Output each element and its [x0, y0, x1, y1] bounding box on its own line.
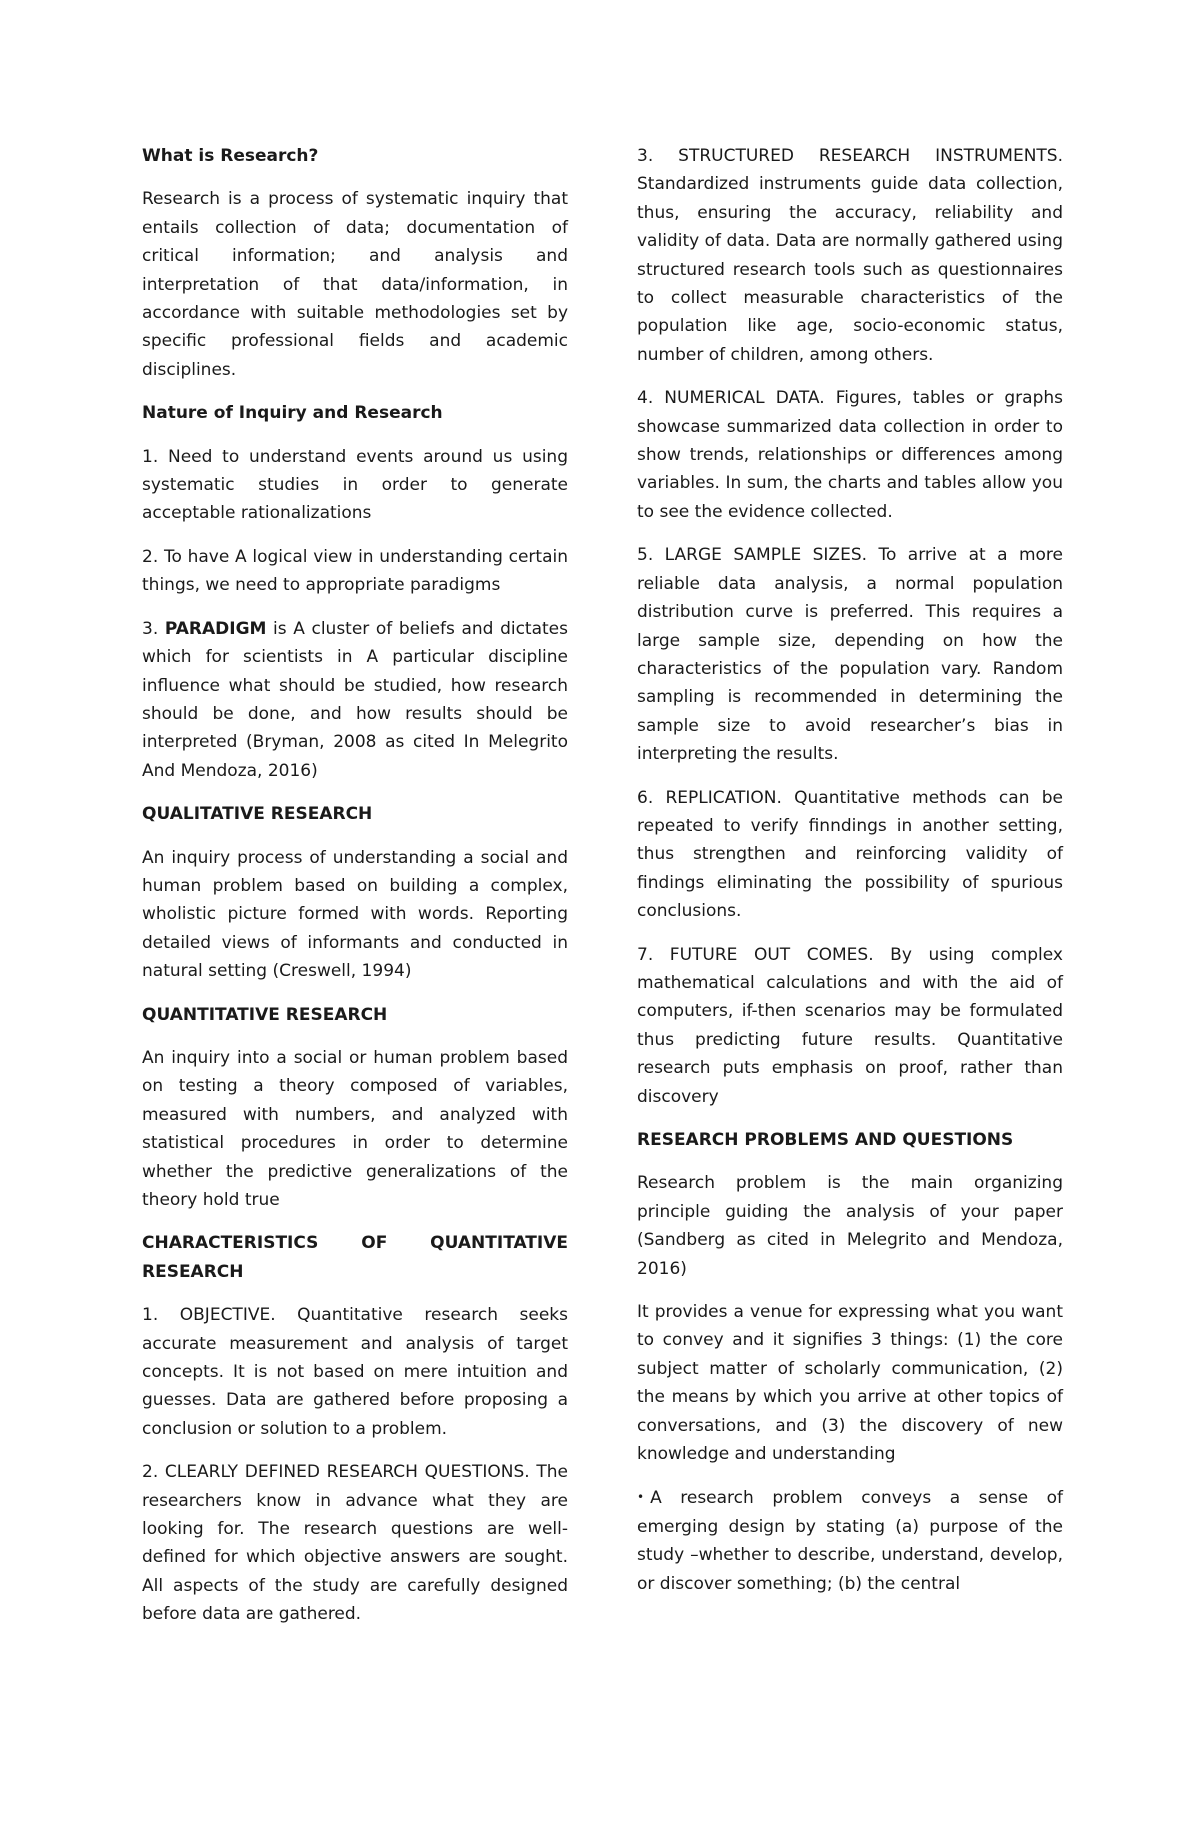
list-item [637, 1483, 1063, 1598]
heading-qualitative-research: QUALITATIVE RESEARCH [142, 804, 373, 825]
paragraph-characteristic-3: 3. STRUCTURED RESEARCH INSTRUMENTS. Standardized instruments guide data collection, thus, ensuring the accuracy, reliability and validity of data. Data are normally gathered using structured research tools such as questionnaires to collect measurable characteristics of the population like age, socio-economic status, number of children, among others. [637, 146, 1063, 365]
paragraph-research-definition: Research is a process of systematic inquiry that entails collection of data; documentation of critical information; and analysis and interpretation of that data/information, in accordance with suitable methodologies set by specific professional fields and academic disciplines. [142, 189, 568, 380]
paragraph-quantitative-definition: An inquiry into a social or human problem based on testing a theory composed of variables, measured with numbers, and analyzed with statistical procedures in order to determine whether the predictive generalizations of the theory hold true [142, 1047, 568, 1210]
nature-3-number: 3. [142, 618, 165, 639]
paradigm-term: PARADIGM [164, 618, 267, 639]
paragraph-characteristic-6: 6. REPLICATION. Quantitative methods can be repeated to verify finndings in another setting, thus strengthen and reinforcing validity of findings eliminating the possibility of spurious conclusions. [637, 787, 1063, 922]
paragraph-characteristic-5: 5. LARGE SAMPLE SIZES. To arrive at a more reliable data analysis, a normal population distribution curve is preferred. This requires a large sample size, depending on how the characteristics of the population vary. Random sampling is recommended in determining the sample size to avoid researcher’s bias in interpreting the results. [637, 545, 1063, 765]
paragraph-research-problem: Research problem is the main organizing principle guiding the analysis of your paper (Sandberg as cited in Melegrito and Mendoza, 2016) [637, 1173, 1063, 1279]
left-column [142, 142, 568, 1629]
heading-characteristics: CHARACTERISTICS OF QUANTITATIVE RESEARCH [142, 1233, 568, 1282]
heading-nature-of-inquiry: Nature of Inquiry and Research [142, 403, 443, 424]
heading-quantitative-research: QUANTITATIVE RESEARCH [142, 1004, 388, 1025]
paragraph-nature-3 [142, 615, 568, 785]
bullet-list [637, 1483, 1063, 1598]
right-column [637, 142, 1063, 1598]
paragraph-research-problem-venue: It provides a venue for expressing what you want to convey and it signifies 3 things: (1) the core subject matter of scholarly communication, (2) the means by which you arrive at other topics of conversations, and (3) the discovery of new knowledge and understanding [637, 1302, 1063, 1465]
paragraph-characteristic-1: 1. OBJECTIVE. Quantitative research seeks accurate measurement and analysis of target concepts. It is not based on mere intuition and guesses. Data are gathered before proposing a conclusion or solution to a problem. [142, 1305, 568, 1439]
paragraph-characteristic-4: 4. NUMERICAL DATA. Figures, tables or graphs showcase summarized data collection in order to show trends, relationships or differences among variables. In sum, the charts and tables allow you to see the evidence collected. [637, 388, 1063, 522]
heading-what-is-research: What is Research? [142, 146, 319, 166]
paragraph-qualitative-definition: An inquiry process of understanding a social and human problem based on building a complex, wholistic picture formed with words. Reporting detailed views of informants and conducted in natural setting (Creswell, 1994) [142, 847, 568, 982]
nature-3-text: is A cluster of beliefs and dictates which for scientists in A particular discipline influence what should be studied, how research should be done, and how results should be interpreted (Bryman, 2008 as cited In Melegrito And Mendoza, 2016) [142, 618, 568, 781]
paragraph-nature-2: 2. To have A logical view in understanding certain things, we need to appropriate paradigms [142, 546, 568, 596]
paragraph-characteristic-7: 7. FUTURE OUT COMES. By using complex mathematical calculations and with the aid of computers, if-then scenarios may be formulated thus predicting future results. Quantitative research puts emphasis on proof, rather than discovery [637, 944, 1063, 1107]
paragraph-nature-1: 1. Need to understand events around us using systematic studies in order to generate acceptable rationalizations [142, 446, 568, 524]
heading-research-problems: RESEARCH PROBLEMS AND QUESTIONS [637, 1130, 1014, 1150]
bullet-icon: • [637, 1490, 645, 1505]
bullet-text: A research problem conveys a sense of emerging design by stating (a) purpose of the study –whether to describe, understand, develop, or discover something; (b) the central [637, 1488, 1063, 1594]
paragraph-characteristic-2: 2. CLEARLY DEFINED RESEARCH QUESTIONS. The researchers know in advance what they are looking for. The research questions are well-defined for which objective answers are sought. All aspects of the study are carefully designed before data are gathered. [142, 1462, 568, 1625]
